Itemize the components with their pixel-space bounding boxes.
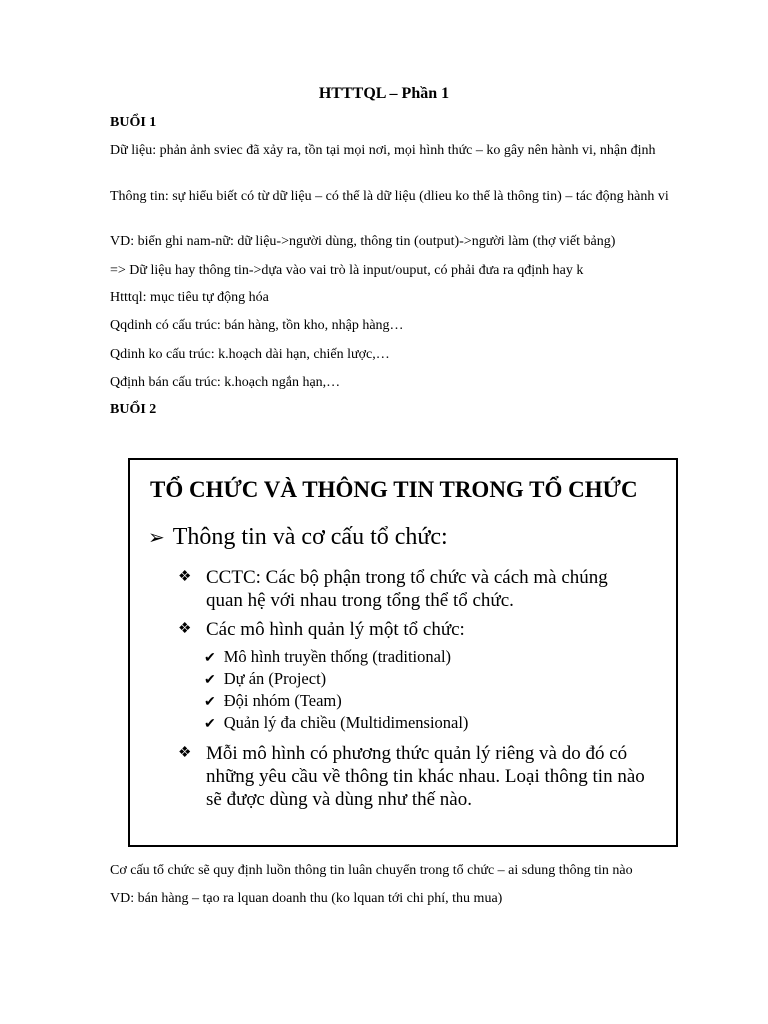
paragraph-htttql: Htttql: mục tiêu tự động hóa <box>110 290 269 305</box>
checkmark-icon: ✔ <box>204 695 216 710</box>
slide-check-text: Mô hình truyền thống (traditional) <box>223 647 452 666</box>
document-title: HTTTQL – Phần 1 <box>318 85 450 102</box>
slide-check-text: Dự án (Project) <box>223 669 327 688</box>
slide-check-item <box>204 646 451 670</box>
diamond-bullet-icon: ❖ <box>178 745 192 761</box>
slide-title: TỔ CHỨC VÀ THÔNG TIN TRONG TỔ CHỨC <box>150 477 638 502</box>
paragraph-vd-ban-hang: VD: bán hàng – tạo ra lquan doanh thu (ko lquan tới chi phí, thu mua) <box>110 891 503 906</box>
paragraph-thong-tin: Thông tin: sự hiểu biết có từ dữ liệu – có thể là dữ liệu (dlieu ko thể là thông tin) – tác động hành vi <box>110 189 669 204</box>
paragraph-qd-ban-cau-truc: Qđịnh bán cấu trúc: k.hoạch ngắn hạn,… <box>110 375 341 390</box>
slide-bullet-moi-mo-hinh <box>178 742 648 811</box>
slide-image <box>128 458 678 847</box>
slide-bullet-text: CCTC: Các bộ phận trong tổ chức và cách mà chúng quan hệ với nhau trong tổng thể tổ chức. <box>206 567 608 611</box>
slide-heading <box>148 522 448 553</box>
arrow-right-icon: ➢ <box>148 527 165 549</box>
section-heading-buoi-1: BUỔI 1 <box>110 115 157 130</box>
diamond-bullet-icon: ❖ <box>178 569 192 585</box>
slide-bullet-cctc <box>178 566 638 612</box>
slide-check-item <box>204 712 468 736</box>
slide-check-text: Quản lý đa chiều (Multidimensional) <box>223 713 469 732</box>
slide-check-item <box>204 668 326 692</box>
section-heading-buoi-2: BUỔI 2 <box>110 402 157 417</box>
checkmark-icon: ✔ <box>204 673 216 688</box>
checkmark-icon: ✔ <box>204 717 216 732</box>
checkmark-icon: ✔ <box>204 651 216 666</box>
slide-bullet-text: Mỗi mô hình có phương thức quản lý riêng và do đó có những yêu cầu về thông tin khác nhau. Loại thông tin nào sẽ được dùng và dùng như thế nào. <box>206 743 645 810</box>
paragraph-du-lieu-hay-thong-tin: => Dữ liệu hay thông tin->dựa vào vai trò là input/ouput, có phải đưa ra qđịnh hay k <box>110 263 584 278</box>
paragraph-qd-co-cau-truc: Qqdinh có cấu trúc: bán hàng, tồn kho, nhập hàng… <box>110 318 404 333</box>
slide-check-item <box>204 690 342 714</box>
paragraph-vd-bien-ghi: VD: biển ghi nam-nữ: dữ liệu->người dùng, thông tin (output)->người làm (thợ viết bảng) <box>110 234 616 249</box>
diamond-bullet-icon: ❖ <box>178 621 192 637</box>
slide-bullet-text: Các mô hình quản lý một tổ chức: <box>206 619 465 640</box>
paragraph-co-cau-to-chuc: Cơ cấu tổ chức sẽ quy định luồn thông tin luân chuyển trong tổ chức – ai sdung thông tin nào <box>110 863 633 878</box>
slide-heading-text: Thông tin và cơ cấu tổ chức: <box>172 524 448 550</box>
paragraph-qd-ko-cau-truc: Qdinh ko cấu trúc: k.hoạch dài hạn, chiến lược,… <box>110 347 390 362</box>
slide-bullet-mo-hinh <box>178 618 638 641</box>
paragraph-du-lieu: Dữ liệu: phản ảnh sviec đã xảy ra, tồn tại mọi nơi, mọi hình thức – ko gây nên hành vi, nhận định <box>110 143 656 158</box>
slide-check-text: Đội nhóm (Team) <box>223 691 342 710</box>
